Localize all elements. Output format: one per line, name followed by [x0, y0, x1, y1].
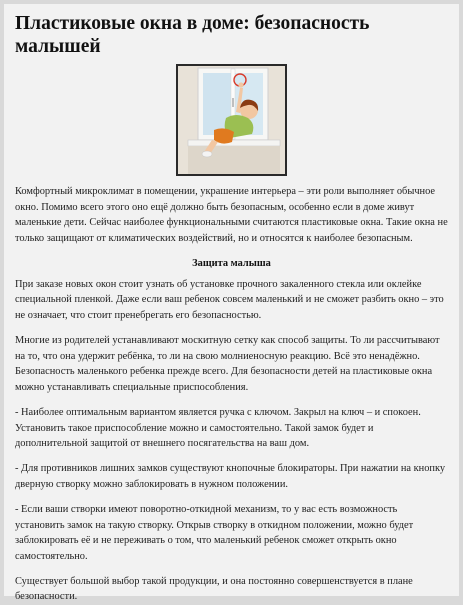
paragraph: Существует большой выбор такой продукции, и она постоянно совершенствуется в плане безопасности.	[15, 575, 413, 603]
wall-below	[188, 146, 280, 174]
window-sill	[188, 140, 280, 146]
section-heading: Защита малыша	[192, 257, 271, 269]
paragraph: Многие из родителей устанавливают москитную сетку как способ защиты. То ли рассчитывают на то, что она удержит ребёнка, то ли на свою молниеносную реакцию. Всё это ненадёжно. Безопасность маленького ребенка прежде всего. Для безопасности детей на пластиковые окна можно устанавливать специальные приспособления.	[15, 335, 440, 393]
paragraph: - Для противников лишних замков существуют кнопочные блокираторы. При нажатии на кнопку дверную створку можно заблокировать в нужном положении.	[15, 463, 446, 490]
article-title: Пластиковые окна в доме: безопасность малышей	[15, 13, 370, 57]
paragraph: - Если ваши створки имеют поворотно-откидной механизм, то у вас есть возможность установить замок на такую створку. Открыв створку в откидном положении, можно будет заблокировать её и не переживать о том, что маленький ребенок сможет открыть окно самостоятельно.	[15, 504, 414, 562]
child-shorts	[214, 128, 234, 143]
child-hand	[238, 82, 243, 87]
illustration-wrapper	[15, 64, 448, 176]
child-sock	[202, 151, 212, 157]
child-at-window-illustration	[176, 64, 287, 176]
child-at-window-image	[178, 66, 285, 174]
paragraph: При заказе новых окон стоит узнать об установке прочного закаленного стекла или оклейке специальной пленкой. Даже если ваш ребенок совсем маленький и не сможет разбить окно – это не означает, что стоит пренебрегать его безопасностью.	[15, 278, 444, 322]
paragraph: - Наиболее оптимальным вариантом является ручка с ключом. Закрыл на ключ – и спокоен. Установить такое приспособление можно и самостоятельно. Такой замок будет и дополнительной защитой от внешнего посягательства на ваш дом.	[15, 407, 421, 450]
intro-paragraph: Комфортный микроклимат в помещении, украшение интерьера – эти роли выполняет обычное окно. Помимо всего этого оно ещё должно быть безопасным, особенно если в доме живут маленькие дети. Сейчас наиболее функциональными считаются пластиковые окна. Такие окна не только защищают от климатических воздействий, но и относятся к наиболее безопасным.	[15, 186, 448, 244]
window-handle	[232, 98, 234, 107]
article-page	[4, 4, 459, 603]
